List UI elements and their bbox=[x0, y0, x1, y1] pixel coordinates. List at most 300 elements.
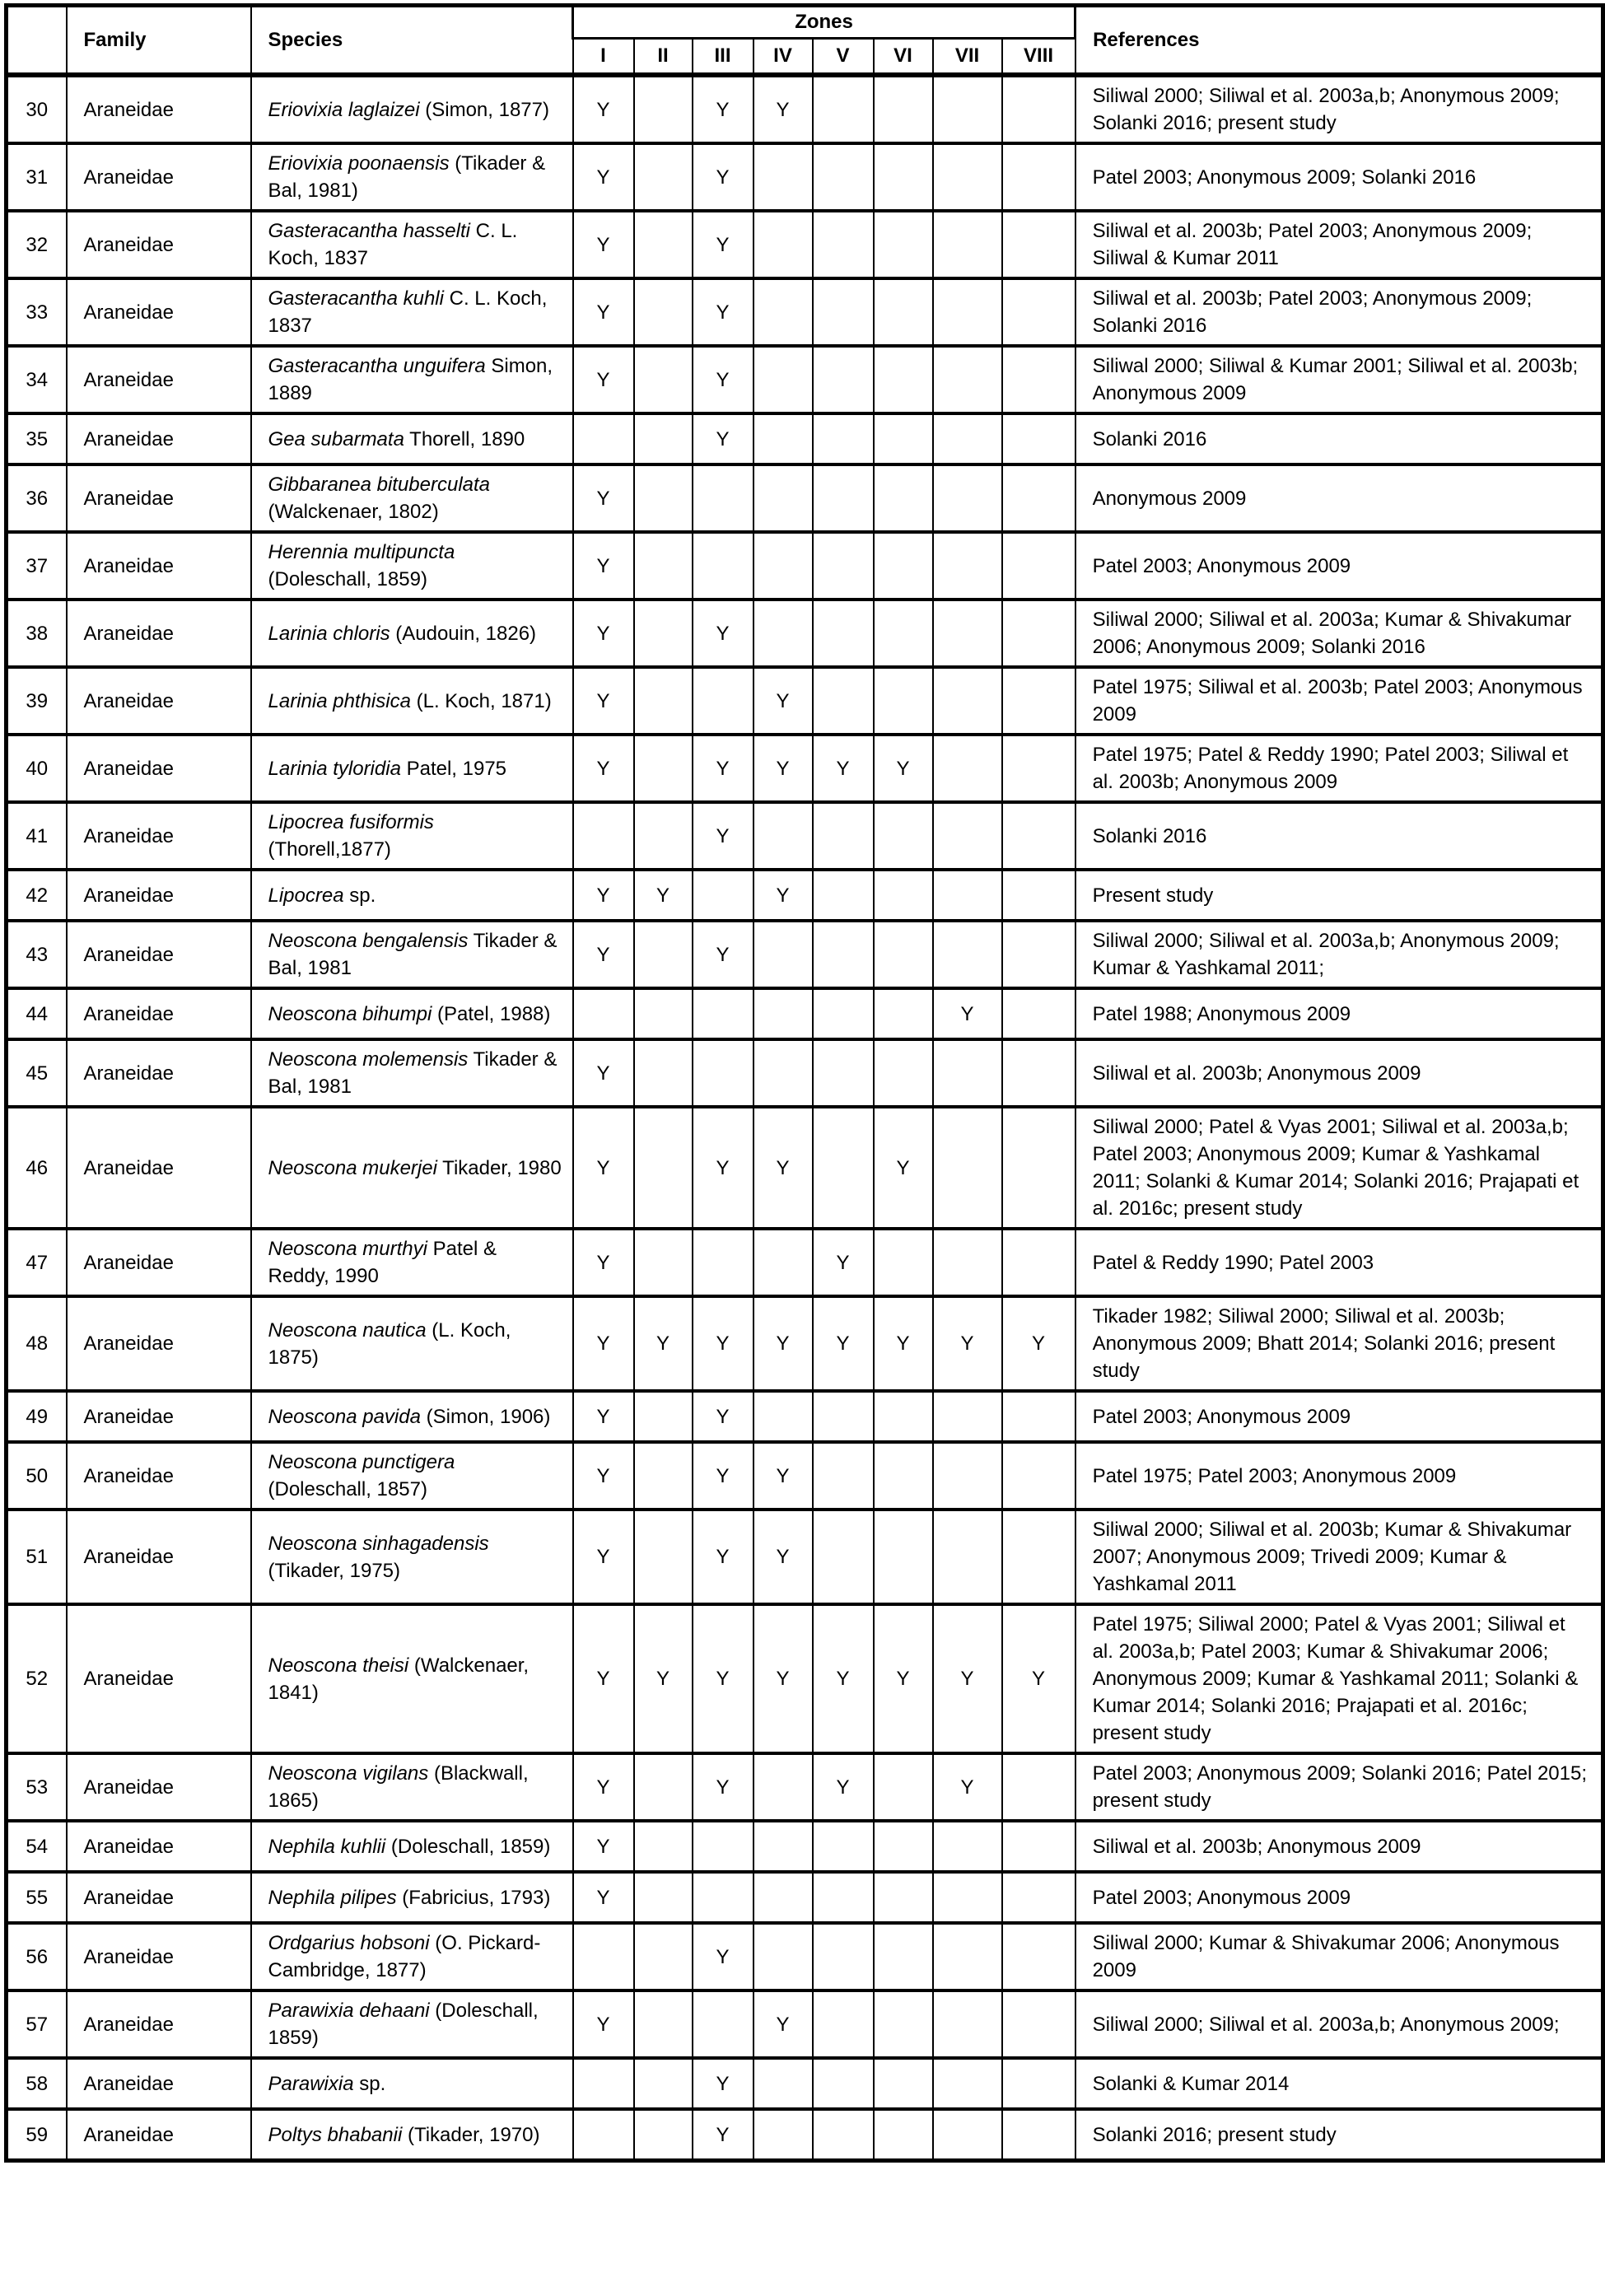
zone-cell-III: Y bbox=[693, 1296, 754, 1391]
species-cell bbox=[251, 735, 573, 802]
zone-cell-IV bbox=[754, 921, 813, 988]
references-cell: Siliwal 2000; Siliwal et al. 2003a; Kumar & Shivakumar 2006; Anonymous 2009; Solanki 2016 bbox=[1075, 600, 1603, 667]
zone-cell-I: Y bbox=[573, 667, 634, 735]
family-cell: Araneidae bbox=[67, 1872, 251, 1923]
zone-cell-VIII bbox=[1002, 667, 1075, 735]
zone-cell-II bbox=[634, 1872, 693, 1923]
references-cell: Siliwal 2000; Siliwal et al. 2003a,b; Anonymous 2009; bbox=[1075, 1990, 1603, 2058]
table-row bbox=[7, 2109, 1603, 2161]
zone-cell-III: Y bbox=[693, 2058, 754, 2109]
zone-cell-VIII bbox=[1002, 2109, 1075, 2161]
zone-cell-VI bbox=[874, 802, 933, 870]
zone-cell-VI bbox=[874, 667, 933, 735]
family-cell: Araneidae bbox=[67, 600, 251, 667]
species-scientific-name: Larinia phthisica bbox=[268, 689, 411, 712]
references-cell: Patel 1975; Siliwal 2000; Patel & Vyas 2001; Siliwal et al. 2003a,b; Patel 2003; Kumar & Shivakumar 2006; Anonymous 2009; Kumar & Yashkamal 2011; Solanki & Kumar 2014; Solanki 2016; Prajapati et al. 2016c; present study bbox=[1075, 1604, 1603, 1753]
zone-cell-V bbox=[813, 600, 874, 667]
row-number-cell: 47 bbox=[7, 1229, 67, 1296]
zone-cell-V bbox=[813, 1039, 874, 1107]
species-author-year: (Simon, 1906) bbox=[420, 1405, 551, 1428]
family-cell: Araneidae bbox=[67, 870, 251, 921]
species-author-year: (Walckenaer, 1841) bbox=[268, 1654, 530, 1704]
species-scientific-name: Gasteracantha kuhli bbox=[268, 287, 444, 310]
table-row bbox=[7, 988, 1603, 1039]
table-row bbox=[7, 1753, 1603, 1821]
zone-cell-II bbox=[634, 988, 693, 1039]
table-row bbox=[7, 600, 1603, 667]
references-cell: Patel 1975; Patel & Reddy 1990; Patel 2003; Siliwal et al. 2003b; Anonymous 2009 bbox=[1075, 735, 1603, 802]
zone-cell-V bbox=[813, 143, 874, 211]
species-cell bbox=[251, 988, 573, 1039]
zone-cell-IV bbox=[754, 211, 813, 278]
species-scientific-name: Neoscona sinhagadensis bbox=[268, 1532, 489, 1555]
row-number-cell: 58 bbox=[7, 2058, 67, 2109]
zone-cell-II bbox=[634, 1821, 693, 1872]
family-cell: Araneidae bbox=[67, 211, 251, 278]
zone-cell-I bbox=[573, 2109, 634, 2161]
references-cell: Patel 1975; Patel 2003; Anonymous 2009 bbox=[1075, 1442, 1603, 1510]
zone-cell-III: Y bbox=[693, 1442, 754, 1510]
zone-cell-II bbox=[634, 1753, 693, 1821]
zone-cell-IV bbox=[754, 346, 813, 413]
species-author-year: C. L. Koch, 1837 bbox=[268, 287, 548, 337]
zone-cell-VII bbox=[933, 1442, 1002, 1510]
zone-cell-V bbox=[813, 870, 874, 921]
zone-cell-II bbox=[634, 278, 693, 346]
zone-cell-VII bbox=[933, 2109, 1002, 2161]
family-cell: Araneidae bbox=[67, 1990, 251, 2058]
zone-cell-V bbox=[813, 346, 874, 413]
zone-cell-VIII bbox=[1002, 532, 1075, 600]
table-row bbox=[7, 143, 1603, 211]
zone-cell-VI bbox=[874, 143, 933, 211]
species-author-year: sp. bbox=[353, 2072, 386, 2095]
zone-cell-VI bbox=[874, 532, 933, 600]
family-cell: Araneidae bbox=[67, 1753, 251, 1821]
zone-cell-VII: Y bbox=[933, 1296, 1002, 1391]
zone-cell-II bbox=[634, 1990, 693, 2058]
zone-cell-I: Y bbox=[573, 1296, 634, 1391]
zone-cell-VII bbox=[933, 735, 1002, 802]
species-scientific-name: Lipocrea bbox=[268, 884, 344, 907]
zone-cell-V: Y bbox=[813, 735, 874, 802]
zone-cell-VI: Y bbox=[874, 1604, 933, 1753]
table-row bbox=[7, 1604, 1603, 1753]
row-number-cell: 44 bbox=[7, 988, 67, 1039]
references-cell: Patel 2003; Anonymous 2009 bbox=[1075, 1872, 1603, 1923]
family-cell: Araneidae bbox=[67, 2058, 251, 2109]
zone-cell-VIII bbox=[1002, 988, 1075, 1039]
zone-cell-VI bbox=[874, 1753, 933, 1821]
zone-col-header-II: II bbox=[634, 39, 693, 76]
zone-cell-VIII bbox=[1002, 870, 1075, 921]
zone-cell-V bbox=[813, 211, 874, 278]
zone-cell-V bbox=[813, 1510, 874, 1604]
family-cell: Araneidae bbox=[67, 143, 251, 211]
zone-cell-II bbox=[634, 667, 693, 735]
zone-cell-V: Y bbox=[813, 1604, 874, 1753]
zone-cell-VII bbox=[933, 278, 1002, 346]
table-row bbox=[7, 278, 1603, 346]
family-cell: Araneidae bbox=[67, 2109, 251, 2161]
species-cell bbox=[251, 464, 573, 532]
row-number-cell: 42 bbox=[7, 870, 67, 921]
family-cell: Araneidae bbox=[67, 667, 251, 735]
zone-cell-VII bbox=[933, 346, 1002, 413]
species-checklist-table bbox=[4, 3, 1605, 2163]
row-number-cell: 54 bbox=[7, 1821, 67, 1872]
zone-cell-I: Y bbox=[573, 921, 634, 988]
table-row bbox=[7, 1990, 1603, 2058]
zone-cell-VII bbox=[933, 600, 1002, 667]
zone-cell-IV bbox=[754, 143, 813, 211]
zone-cell-III: Y bbox=[693, 211, 754, 278]
zone-cell-III bbox=[693, 464, 754, 532]
zone-cell-VIII: Y bbox=[1002, 1604, 1075, 1753]
zone-cell-I: Y bbox=[573, 1990, 634, 2058]
zone-cell-I: Y bbox=[573, 1510, 634, 1604]
zone-cell-VI bbox=[874, 921, 933, 988]
zone-cell-VI bbox=[874, 1872, 933, 1923]
row-number-cell: 40 bbox=[7, 735, 67, 802]
row-number-cell: 48 bbox=[7, 1296, 67, 1391]
zone-cell-V bbox=[813, 2058, 874, 2109]
zone-cell-I: Y bbox=[573, 735, 634, 802]
species-author-year: (L. Koch, 1871) bbox=[410, 689, 552, 712]
table-row bbox=[7, 1107, 1603, 1229]
species-author-year: Patel & Reddy, 1990 bbox=[268, 1238, 497, 1287]
zone-cell-III: Y bbox=[693, 802, 754, 870]
row-number-cell: 45 bbox=[7, 1039, 67, 1107]
species-cell bbox=[251, 211, 573, 278]
zone-cell-VI bbox=[874, 600, 933, 667]
family-cell: Araneidae bbox=[67, 1510, 251, 1604]
family-cell: Araneidae bbox=[67, 1229, 251, 1296]
zone-cell-III: Y bbox=[693, 1923, 754, 1990]
zone-cell-IV bbox=[754, 1391, 813, 1442]
zone-cell-VII bbox=[933, 2058, 1002, 2109]
species-author-year: (Doleschall, 1859) bbox=[268, 568, 427, 590]
species-author-year: (Patel, 1988) bbox=[432, 1002, 551, 1025]
zone-cell-III: Y bbox=[693, 346, 754, 413]
zone-cell-VII bbox=[933, 921, 1002, 988]
zone-cell-VIII bbox=[1002, 278, 1075, 346]
references-cell: Siliwal et al. 2003b; Anonymous 2009 bbox=[1075, 1039, 1603, 1107]
species-author-year: (O. Pickard-Cambridge, 1877) bbox=[268, 1932, 541, 1981]
references-cell: Patel 2003; Anonymous 2009 bbox=[1075, 532, 1603, 600]
zone-cell-V bbox=[813, 1990, 874, 2058]
row-number-cell: 37 bbox=[7, 532, 67, 600]
species-author-year: (Walckenaer, 1802) bbox=[268, 501, 439, 523]
zone-cell-IV bbox=[754, 413, 813, 464]
zone-cell-VI bbox=[874, 346, 933, 413]
zone-cell-III: Y bbox=[693, 1107, 754, 1229]
table-row bbox=[7, 211, 1603, 278]
zone-cell-VII bbox=[933, 532, 1002, 600]
zone-cell-IV bbox=[754, 2058, 813, 2109]
row-number-cell: 35 bbox=[7, 413, 67, 464]
zone-cell-IV: Y bbox=[754, 667, 813, 735]
zone-cell-VII bbox=[933, 1872, 1002, 1923]
species-scientific-name: Parawixia dehaani bbox=[268, 2000, 430, 2022]
family-cell: Araneidae bbox=[67, 1923, 251, 1990]
zone-cell-VII: Y bbox=[933, 1753, 1002, 1821]
species-scientific-name: Lipocrea fusiformis bbox=[268, 811, 434, 833]
zone-cell-III: Y bbox=[693, 143, 754, 211]
zone-cell-V bbox=[813, 667, 874, 735]
species-author-year: (Blackwall, 1865) bbox=[268, 1762, 529, 1812]
zones-header: Zones bbox=[573, 6, 1075, 39]
zone-cell-VI bbox=[874, 278, 933, 346]
zone-cell-VIII bbox=[1002, 1510, 1075, 1604]
zone-cell-VIII bbox=[1002, 346, 1075, 413]
zone-cell-II bbox=[634, 346, 693, 413]
zone-cell-VI bbox=[874, 1990, 933, 2058]
zone-cell-III bbox=[693, 1990, 754, 2058]
species-cell bbox=[251, 1604, 573, 1753]
species-author-year: (Tikader, 1975) bbox=[268, 1559, 401, 1582]
zone-cell-III bbox=[693, 988, 754, 1039]
family-cell: Araneidae bbox=[67, 75, 251, 143]
zone-cell-I: Y bbox=[573, 1821, 634, 1872]
zone-cell-VII bbox=[933, 1229, 1002, 1296]
zone-cell-VI bbox=[874, 2058, 933, 2109]
zone-cell-V bbox=[813, 278, 874, 346]
zone-cell-V bbox=[813, 921, 874, 988]
table-row bbox=[7, 1510, 1603, 1604]
zone-cell-VIII bbox=[1002, 1229, 1075, 1296]
zone-cell-VII bbox=[933, 1391, 1002, 1442]
zone-cell-IV bbox=[754, 1821, 813, 1872]
zone-cell-II bbox=[634, 143, 693, 211]
zone-cell-VI bbox=[874, 870, 933, 921]
zone-cell-III: Y bbox=[693, 600, 754, 667]
table-row bbox=[7, 532, 1603, 600]
references-cell: Siliwal 2000; Patel & Vyas 2001; Siliwal et al. 2003a,b; Patel 2003; Anonymous 2009; Kumar & Yashkamal 2011; Solanki & Kumar 2014; Solanki 2016; Prajapati et al. 2016c; present study bbox=[1075, 1107, 1603, 1229]
species-author-year: (Thorell,1877) bbox=[268, 838, 391, 861]
zone-cell-VIII bbox=[1002, 1107, 1075, 1229]
references-cell: Siliwal et al. 2003b; Patel 2003; Anonymous 2009; Solanki 2016 bbox=[1075, 278, 1603, 346]
table-row bbox=[7, 1442, 1603, 1510]
references-cell: Siliwal 2000; Kumar & Shivakumar 2006; Anonymous 2009 bbox=[1075, 1923, 1603, 1990]
zone-cell-II: Y bbox=[634, 870, 693, 921]
table-row bbox=[7, 1923, 1603, 1990]
table-row bbox=[7, 346, 1603, 413]
zone-cell-IV: Y bbox=[754, 735, 813, 802]
zone-cell-VII bbox=[933, 211, 1002, 278]
species-cell bbox=[251, 1821, 573, 1872]
zone-cell-III: Y bbox=[693, 1391, 754, 1442]
zone-cell-VII bbox=[933, 413, 1002, 464]
row-number-cell: 53 bbox=[7, 1753, 67, 1821]
species-cell bbox=[251, 1753, 573, 1821]
table-row bbox=[7, 667, 1603, 735]
zone-col-header-VII: VII bbox=[933, 39, 1002, 76]
species-cell bbox=[251, 1923, 573, 1990]
references-cell: Patel & Reddy 1990; Patel 2003 bbox=[1075, 1229, 1603, 1296]
row-number-cell: 36 bbox=[7, 464, 67, 532]
zone-col-header-VI: VI bbox=[874, 39, 933, 76]
zone-col-header-V: V bbox=[813, 39, 874, 76]
table-row bbox=[7, 921, 1603, 988]
row-number-cell: 33 bbox=[7, 278, 67, 346]
table-body bbox=[7, 75, 1603, 2161]
zone-cell-VI: Y bbox=[874, 735, 933, 802]
zone-cell-VII bbox=[933, 75, 1002, 143]
zone-cell-I: Y bbox=[573, 1391, 634, 1442]
zone-cell-I bbox=[573, 802, 634, 870]
header-row-top bbox=[7, 6, 1603, 39]
zone-cell-I: Y bbox=[573, 1229, 634, 1296]
species-author-year: Simon, 1889 bbox=[268, 355, 553, 404]
zone-cell-IV bbox=[754, 1753, 813, 1821]
zone-cell-II bbox=[634, 1229, 693, 1296]
row-number-cell: 59 bbox=[7, 2109, 67, 2161]
zone-cell-V bbox=[813, 2109, 874, 2161]
species-scientific-name: Nephila pilipes bbox=[268, 1886, 397, 1909]
zone-cell-VI bbox=[874, 75, 933, 143]
zone-cell-VIII bbox=[1002, 735, 1075, 802]
zone-cell-II: Y bbox=[634, 1604, 693, 1753]
zone-cell-II: Y bbox=[634, 1296, 693, 1391]
zone-cell-VI bbox=[874, 413, 933, 464]
zone-cell-III bbox=[693, 532, 754, 600]
species-author-year: (Audouin, 1826) bbox=[390, 622, 537, 645]
zone-cell-VIII bbox=[1002, 464, 1075, 532]
species-scientific-name: Ordgarius hobsoni bbox=[268, 1932, 430, 1954]
family-cell: Araneidae bbox=[67, 1391, 251, 1442]
zone-cell-VI bbox=[874, 1923, 933, 1990]
zone-cell-I: Y bbox=[573, 1107, 634, 1229]
row-number-cell: 34 bbox=[7, 346, 67, 413]
species-cell bbox=[251, 278, 573, 346]
zone-cell-VII: Y bbox=[933, 1604, 1002, 1753]
zone-cell-III bbox=[693, 1039, 754, 1107]
species-cell bbox=[251, 1296, 573, 1391]
species-scientific-name: Poltys bhabanii bbox=[268, 2123, 403, 2146]
zone-cell-VIII bbox=[1002, 143, 1075, 211]
zone-cell-V bbox=[813, 988, 874, 1039]
species-scientific-name: Nephila kuhlii bbox=[268, 1835, 386, 1858]
zone-cell-V bbox=[813, 1391, 874, 1442]
species-scientific-name: Parawixia bbox=[268, 2072, 354, 2095]
references-cell: Solanki 2016 bbox=[1075, 802, 1603, 870]
zone-cell-VI bbox=[874, 1821, 933, 1872]
family-cell: Araneidae bbox=[67, 1442, 251, 1510]
zone-cell-I: Y bbox=[573, 1604, 634, 1753]
zone-cell-I: Y bbox=[573, 600, 634, 667]
zone-cell-III: Y bbox=[693, 413, 754, 464]
table-row bbox=[7, 413, 1603, 464]
zone-cell-IV bbox=[754, 278, 813, 346]
zone-cell-IV bbox=[754, 2109, 813, 2161]
species-scientific-name: Neoscona murthyi bbox=[268, 1238, 427, 1260]
zone-cell-III bbox=[693, 1872, 754, 1923]
zone-cell-I bbox=[573, 2058, 634, 2109]
species-cell bbox=[251, 667, 573, 735]
zone-cell-VII bbox=[933, 1990, 1002, 2058]
species-cell bbox=[251, 1039, 573, 1107]
references-cell: Siliwal 2000; Siliwal & Kumar 2001; Siliwal et al. 2003b; Anonymous 2009 bbox=[1075, 346, 1603, 413]
family-cell: Araneidae bbox=[67, 921, 251, 988]
family-cell: Araneidae bbox=[67, 735, 251, 802]
zone-cell-V bbox=[813, 413, 874, 464]
table-row bbox=[7, 1821, 1603, 1872]
species-cell bbox=[251, 2058, 573, 2109]
row-number-cell: 30 bbox=[7, 75, 67, 143]
species-cell bbox=[251, 2109, 573, 2161]
family-cell: Araneidae bbox=[67, 1107, 251, 1229]
zone-cell-II bbox=[634, 600, 693, 667]
row-number-cell: 57 bbox=[7, 1990, 67, 2058]
zone-cell-VIII: Y bbox=[1002, 1296, 1075, 1391]
row-number-cell: 56 bbox=[7, 1923, 67, 1990]
species-author-year: C. L. Koch, 1837 bbox=[268, 220, 518, 269]
zone-cell-IV: Y bbox=[754, 75, 813, 143]
species-author-year: (Fabricius, 1793) bbox=[396, 1886, 551, 1909]
zone-cell-II bbox=[634, 532, 693, 600]
zone-cell-I: Y bbox=[573, 346, 634, 413]
zone-cell-IV: Y bbox=[754, 1442, 813, 1510]
zone-cell-VI bbox=[874, 988, 933, 1039]
species-scientific-name: Neoscona molemensis bbox=[268, 1048, 469, 1071]
species-scientific-name: Herennia multipuncta bbox=[268, 541, 455, 563]
zone-cell-VIII bbox=[1002, 2058, 1075, 2109]
zone-cell-III: Y bbox=[693, 278, 754, 346]
zone-cell-II bbox=[634, 2109, 693, 2161]
species-author-year: Tikader & Bal, 1981 bbox=[268, 930, 558, 979]
zone-cell-IV: Y bbox=[754, 870, 813, 921]
zone-cell-I: Y bbox=[573, 870, 634, 921]
zone-cell-IV bbox=[754, 988, 813, 1039]
species-author-year: (Tikader & Bal, 1981) bbox=[268, 152, 546, 202]
family-cell: Araneidae bbox=[67, 988, 251, 1039]
species-author-year: (Doleschall, 1859) bbox=[385, 1835, 551, 1858]
species-scientific-name: Neoscona mukerjei bbox=[268, 1156, 437, 1179]
zone-cell-VII bbox=[933, 667, 1002, 735]
zone-cell-III: Y bbox=[693, 1510, 754, 1604]
zone-cell-III bbox=[693, 870, 754, 921]
zone-cell-III: Y bbox=[693, 2109, 754, 2161]
family-cell: Araneidae bbox=[67, 802, 251, 870]
references-cell: Tikader 1982; Siliwal 2000; Siliwal et al. 2003b; Anonymous 2009; Bhatt 2014; Solanki 2016; present study bbox=[1075, 1296, 1603, 1391]
species-scientific-name: Eriovixia poonaensis bbox=[268, 152, 450, 175]
zone-cell-III: Y bbox=[693, 921, 754, 988]
zone-cell-II bbox=[634, 1391, 693, 1442]
zone-cell-VII: Y bbox=[933, 988, 1002, 1039]
zone-cell-I: Y bbox=[573, 464, 634, 532]
species-author-year: Thorell, 1890 bbox=[404, 427, 525, 450]
row-number-cell: 43 bbox=[7, 921, 67, 988]
zone-cell-IV bbox=[754, 1229, 813, 1296]
family-cell: Araneidae bbox=[67, 464, 251, 532]
zone-cell-I bbox=[573, 988, 634, 1039]
zone-cell-VIII bbox=[1002, 211, 1075, 278]
table-row bbox=[7, 1229, 1603, 1296]
species-cell bbox=[251, 802, 573, 870]
zone-cell-V: Y bbox=[813, 1296, 874, 1391]
zone-cell-VI bbox=[874, 464, 933, 532]
species-author-year: (L. Koch, 1875) bbox=[268, 1318, 511, 1369]
species-cell bbox=[251, 346, 573, 413]
zone-cell-VII bbox=[933, 1923, 1002, 1990]
zone-cell-I: Y bbox=[573, 1753, 634, 1821]
zone-cell-IV bbox=[754, 1923, 813, 1990]
zone-cell-II bbox=[634, 1923, 693, 1990]
species-scientific-name: Neoscona pavida bbox=[268, 1405, 421, 1428]
references-cell: Present study bbox=[1075, 870, 1603, 921]
zone-cell-VII bbox=[933, 1510, 1002, 1604]
